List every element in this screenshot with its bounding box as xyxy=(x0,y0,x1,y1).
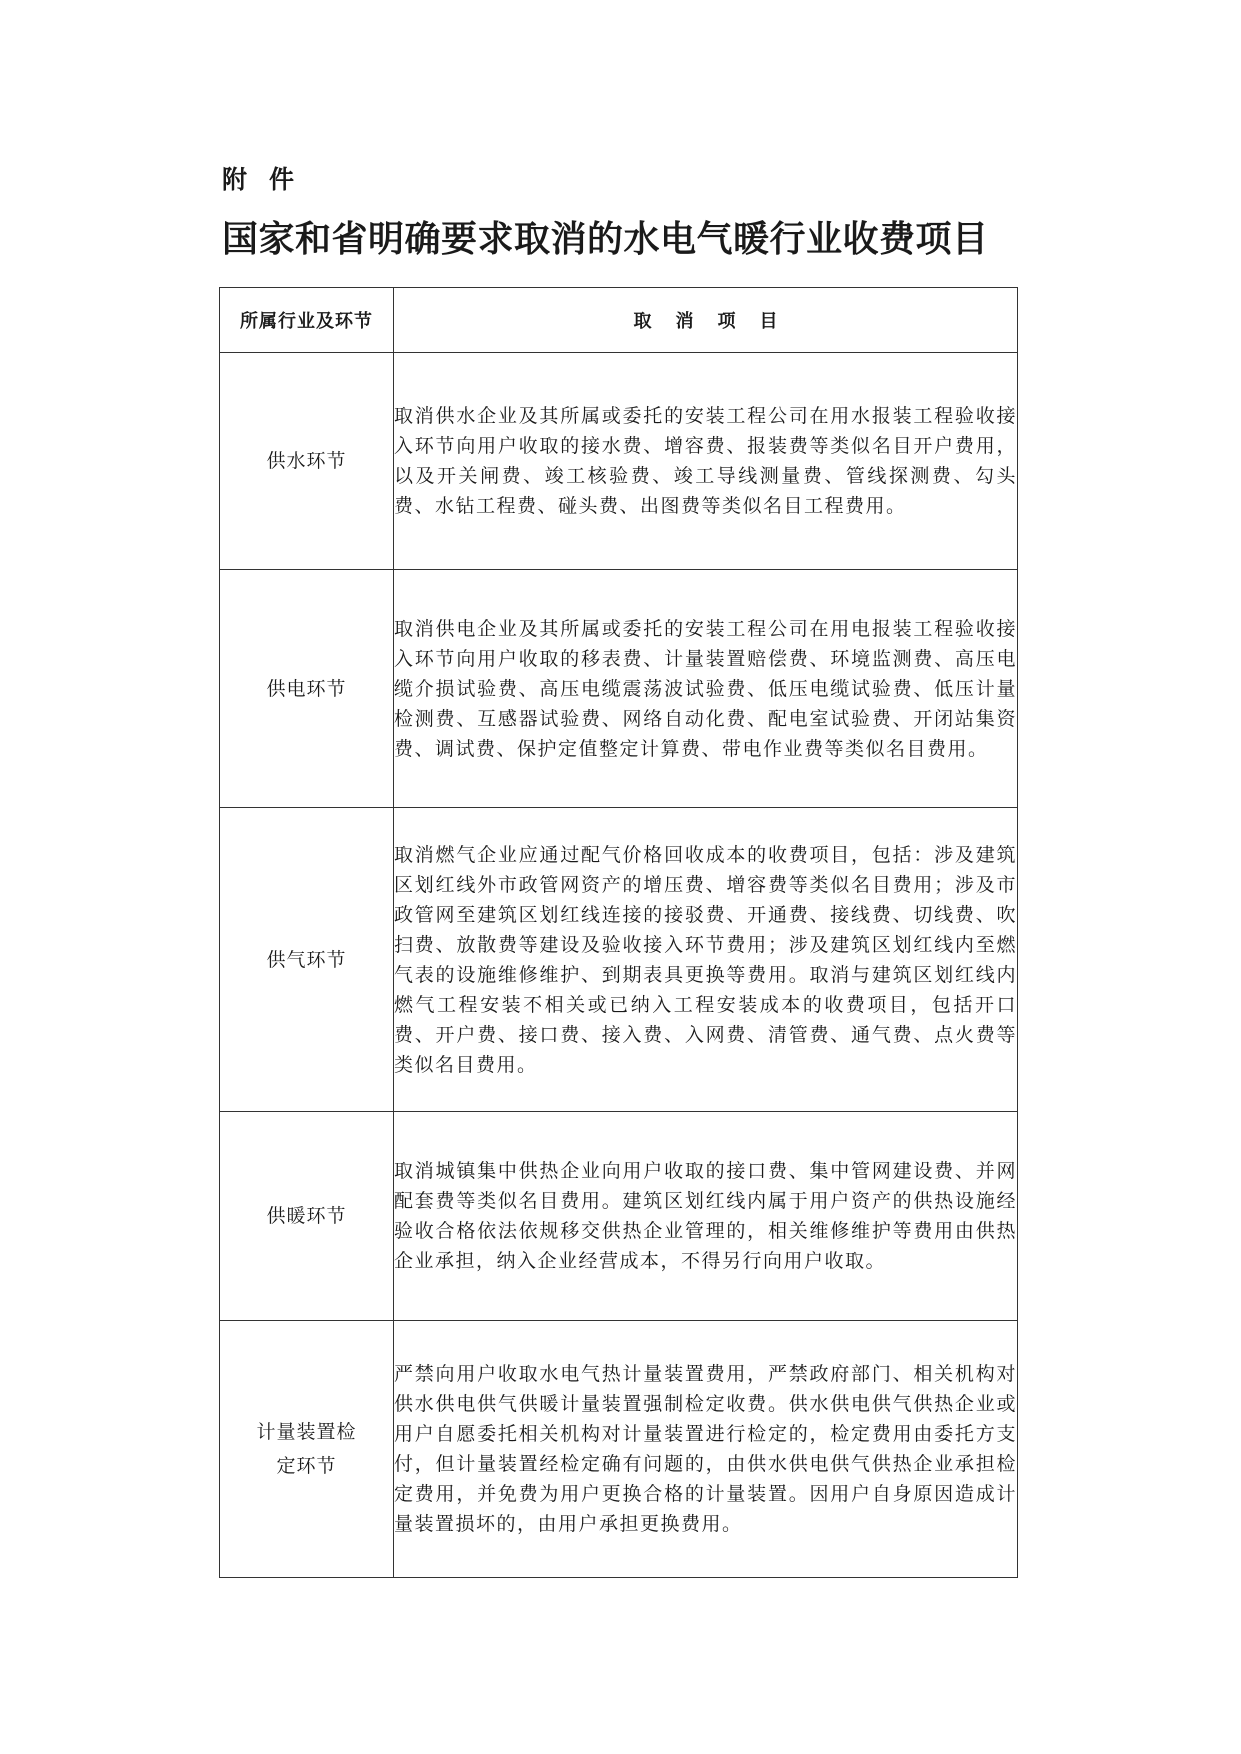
industry-cell: 供暖环节 xyxy=(220,1112,394,1321)
table-row xyxy=(220,353,1018,570)
table-row xyxy=(220,808,1018,1112)
industry-cell: 计量装置检定环节 xyxy=(220,1321,394,1578)
cancelled-items-cell: 取消城镇集中供热企业向用户收取的接口费、集中管网建设费、并网配套费等类似名目费用。建筑区划红线内属于用户资产的供热设施经验收合格依法依规移交供热企业管理的，相关维修维护等费用由供热企业承担，纳入企业经营成本，不得另行向用户收取。 xyxy=(394,1112,1018,1321)
header-industry: 所属行业及环节 xyxy=(220,288,394,353)
document-title: 国家和省明确要求取消的水电气暖行业收费项目 xyxy=(222,219,989,260)
cancelled-items-cell: 取消供电企业及其所属或委托的安装工程公司在用电报装工程验收接入环节向用户收取的移表费、计量装置赔偿费、环境监测费、高压电缆介损试验费、高压电缆震荡波试验费、低压电缆试验费、低压计量检测费、互感器试验费、网络自动化费、配电室试验费、开闭站集资费、调试费、保护定值整定计算费、带电作业费等类似名目费用。 xyxy=(394,570,1018,808)
table-header-row xyxy=(220,288,1018,353)
cancelled-items-cell: 严禁向用户收取水电气热计量装置费用，严禁政府部门、相关机构对供水供电供气供暖计量装置强制检定收费。供水供电供气供热企业或用户自愿委托相关机构对计量装置进行检定的，检定费用由委托方支付，但计量装置经检定确有问题的，由供水供电供气供热企业承担检定费用，并免费为用户更换合格的计量装置。因用户自身原因造成计量装置损坏的，由用户承担更换费用。 xyxy=(394,1321,1018,1578)
cancelled-fees-table xyxy=(219,287,1018,1578)
industry-cell: 供气环节 xyxy=(220,808,394,1112)
table-row xyxy=(220,1112,1018,1321)
table-row xyxy=(220,570,1018,808)
cancelled-items-cell: 取消供水企业及其所属或委托的安装工程公司在用水报装工程验收接入环节向用户收取的接水费、增容费、报装费等类似名目开户费用，以及开关闸费、竣工核验费、竣工导线测量费、管线探测费、勾头费、水钻工程费、碰头费、出图费等类似名目工程费用。 xyxy=(394,353,1018,570)
table-row xyxy=(220,1321,1018,1578)
annex-label: 附件 xyxy=(222,165,317,194)
industry-cell: 供水环节 xyxy=(220,353,394,570)
header-cancelled-items: 取消项目 xyxy=(394,288,1018,353)
cancelled-items-cell: 取消燃气企业应通过配气价格回收成本的收费项目，包括：涉及建筑区划红线外市政管网资产的增压费、增容费等类似名目费用；涉及市政管网至建筑区划红线连接的接驳费、开通费、接线费、切线费、吹扫费、放散费等建设及验收接入环节费用；涉及建筑区划红线内至燃气表的设施维修维护、到期表具更换等费用。取消与建筑区划红线内燃气工程安装不相关或已纳入工程安装成本的收费项目，包括开口费、开户费、接口费、接入费、入网费、清管费、通气费、点火费等类似名目费用。 xyxy=(394,808,1018,1112)
industry-cell: 供电环节 xyxy=(220,570,394,808)
